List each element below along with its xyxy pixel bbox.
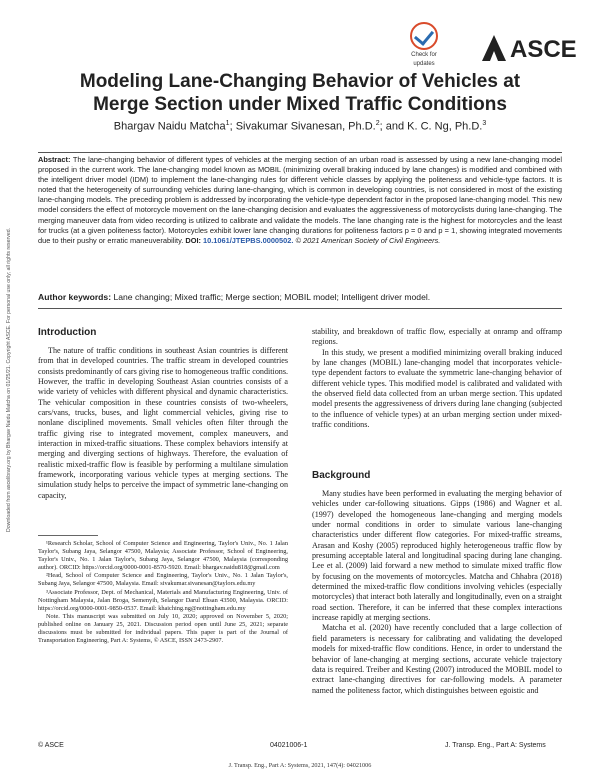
- keywords-label: Author keywords:: [38, 292, 112, 302]
- author-2-sep: ; and: [379, 120, 408, 133]
- footer-page-id: 04021006-1: [270, 742, 308, 749]
- footer-copyright: © ASCE: [38, 742, 64, 749]
- check-updates-icon: [410, 22, 438, 50]
- author-list: [40, 120, 560, 133]
- author-3: K. C. Ng, Ph.D.: [407, 120, 483, 133]
- doi-link[interactable]: 10.1061/JTEPBS.0000502.: [203, 235, 294, 245]
- footer-journal: J. Transp. Eng., Part A: Systems: [445, 742, 546, 749]
- check-updates-line2: updates: [413, 61, 435, 67]
- abstract-text: The lane-changing behavior of different types of vehicles at the merging section of an urban road is assessed by using a new lane-changing model proposed in the current work. The lane-changing model known as MOBIL (minimizing overall braking induced by lane changes) is modified and combined with the intelligent driver model (IDM) to implement the lane-changing rules for different vehicle classes by applying the politeness and vehicle-type factors. It is noted that the heterogeneity of surrounding vehicles during lane-changing, which is common in developing countries, is not considered in most of the existing lane-changing models. The preceding problem is addressed by incorporating the vehicle-type dependent factor in the proposed lane-changing model. This new model considers the effect of motorcycle movement on the lane-changing decision and evaluates the aggressiveness of motorcyclists during lane-changing. The merging maneuver data from video recording is utilized to calibrate and validate the models. The lane changing rate is the highest for motorcycles and the least for trucks (at a given politeness factor). Motorcycles exhibit lower lane changing durations for politeness factors p = 0 and p = 1, showing integrated movements due to their pushy or erratic maneuverability.: [38, 155, 562, 245]
- footnote-1: ¹Research Scholar, School of Computer Science and Engineering, Taylor's Univ., No. 1 Jalan Taylor's, Subang Jaya, Selangor 47500, Malaysia; Associate Professor, School of Engineering, Taylor's Univ., No. 1 Jalan Taylor's, Subang Jaya, Selangor 47500, Malaysia (corresponding author). ORCID: https://orcid.org/0000-0001-8570-5920. Email: bhargav.naidu818@gmail.com: [38, 540, 288, 572]
- check-updates-line1: Check for: [411, 52, 437, 58]
- introduction-body: [38, 346, 288, 501]
- asce-logo: [480, 29, 576, 63]
- footnote-2: ²Head, School of Computer Science and Engineering, Taylor's Univ., No. 1 Jalan Taylor's, Subang Jaya, Selangor 47500, Malaysia. Email: sivakumar.sivanesan@taylors.edu.my: [38, 572, 288, 588]
- author-1-affil: 1: [225, 120, 230, 127]
- download-note: Downloaded from ascelibrary.org by Bhargav Naidu Matcha on 01/25/21. Copyright ASCE. For personal use only; all rights reserved.: [6, 227, 12, 533]
- introduction-heading: Introduction: [38, 327, 97, 338]
- doi-label: DOI:: [185, 235, 201, 245]
- footer-citation: J. Transp. Eng., Part A: Systems, 2021, 147(4): 04021006: [228, 762, 372, 769]
- rule-bottom: [38, 308, 562, 309]
- keywords-text: Lane changing; Mixed traffic; Merge section; MOBIL model; Intelligent driver model.: [113, 292, 431, 302]
- footnote-rule: [38, 535, 98, 536]
- author-2-affil: 2: [375, 120, 380, 127]
- intro-cont-paragraph-2: In this study, we present a modified minimizing overall braking induced by lane changes (MOBIL) lane-changing model that incorporates vehicle-type dependent factors to evaluate the symmetric lane-changing behavior of different vehicle types. This modified model is calibrated and validated with the observed field data collected from an urban merge section. This updated model presents the aggressiveness of drivers during lane changing (subjected to the influence of vehicle types) at an urban merging section under mixed-traffic conditions.: [312, 347, 562, 430]
- footnote-note: Note. This manuscript was submitted on July 10, 2020; approved on November 5, 2020; published online on January 25, 2021. Discussion period open until June 25, 2021; separate discussions must be submitted for individual papers. This paper is part of the Journal of Transportation Engineering, Part A: Systems, © ASCE, ISSN 2473-2907.: [38, 612, 288, 645]
- asce-triangle-icon: [480, 29, 576, 63]
- author-2: Sivakumar Sivanesan, Ph.D.: [235, 120, 376, 133]
- background-paragraph-1: Many studies have been performed in evaluating the merging behavior of vehicles under car-following situations. Gipps (1986) and Wagner et al. (1997) developed the homogeneous lane-changing and merging models under normal conditions in order to simulate various lane-changing characteristics under different flow categories. For mixed-traffic streams, Arasan and Koshy (2005) reproduced highly heterogeneous traffic flow by presuming acceptable lateral and longitudinal spacing during lane changing. Lee et al. (2009) laid forward a new method to simulate mixed traffic flow by focusing on the movements of motorcycles. Matcha and Chhabra (2018) determined the mixed-traffic flow conditions involving vehicles (especially motorcycles) that interact both laterally and longitudinally, even on a straight road section. Therefore, it can be inferred that these complex interactions increase rapidly at merging sections.: [312, 489, 562, 623]
- download-sidebar: [4, 160, 14, 600]
- author-1: Bhargav Naidu Matcha: [113, 120, 226, 133]
- abstract: [38, 155, 562, 246]
- footnotes: [38, 540, 288, 645]
- copyright-line: © 2021 American Society of Civil Engineers.: [295, 235, 441, 245]
- author-3-affil: 3: [482, 120, 487, 127]
- background-body: [312, 489, 562, 696]
- author-1-sep: ;: [229, 120, 236, 133]
- keywords: [38, 292, 562, 302]
- publisher-name: ASCE: [510, 36, 576, 63]
- introduction-continued: [312, 327, 562, 430]
- abstract-label: Abstract:: [38, 155, 71, 164]
- intro-cont-paragraph-1: stability, and breakdown of traffic flow, especially at onramp and offramp regions.: [312, 327, 562, 347]
- check-for-updates-badge[interactable]: [404, 22, 444, 68]
- background-paragraph-2: Matcha et al. (2020) have recently concluded that a large collection of field parameters is necessary for calibrating and validating the developed models for mixed-traffic flow conditions. Hence, in order to understand the behavior of lane-changing at merging sections, accurate vehicle trajectory data is required. Treiber and Kesting (2007) introduced the MOBIL model to extract lane-changing directives for car-following models. A parameter named the politeness factor, which distinguishes between egoistic and: [312, 623, 562, 695]
- paper-title: Modeling Lane-Changing Behavior of Vehicles at Merge Section under Mixed Traffic Conditions: [79, 71, 521, 115]
- rule-top: [38, 152, 562, 153]
- footnote-3: ³Associate Professor, Dept. of Mechanical, Materials and Manufacturing Engineering, Univ. of Nottingham Malaysia, Jalan Broga, Semenyih, Selangor Darul Ehsan 43500, Malaysia. ORCID: https://orcid.org/0000-0001-9850-0537. Email: khaiching.ng@nottingham.edu.my: [38, 588, 288, 612]
- background-heading: Background: [312, 470, 371, 481]
- intro-paragraph: The nature of traffic conditions in southeast Asian countries is different from that in developed countries. The traffic stream in developed countries consists predominantly of cars giving rise to homogeneous traffic conditions. However, the traffic in developing Southeast Asian countries consists of a wide variety of vehicles with different physical and dynamic characteristics. The vehicular composition in these countries consists of two-wheelers, cars/vans, trucks, buses, and light commercial vehicles, giving rise to nonlane disciplined movements. Small vehicles often filter through the traffic giving rise to integrated movement, complex maneuvers, and interaction in mixed-traffic situations. These complex behaviors intensify at merging and diverging sections of highways. Therefore, the evaluation of realistic mixed-traffic flow is feasible by performing a multilane simulation framework, incorporating various vehicle types at merging sections. The simulation study helps to perceive the impact of symmetric lane-changing on capacity,: [38, 346, 288, 500]
